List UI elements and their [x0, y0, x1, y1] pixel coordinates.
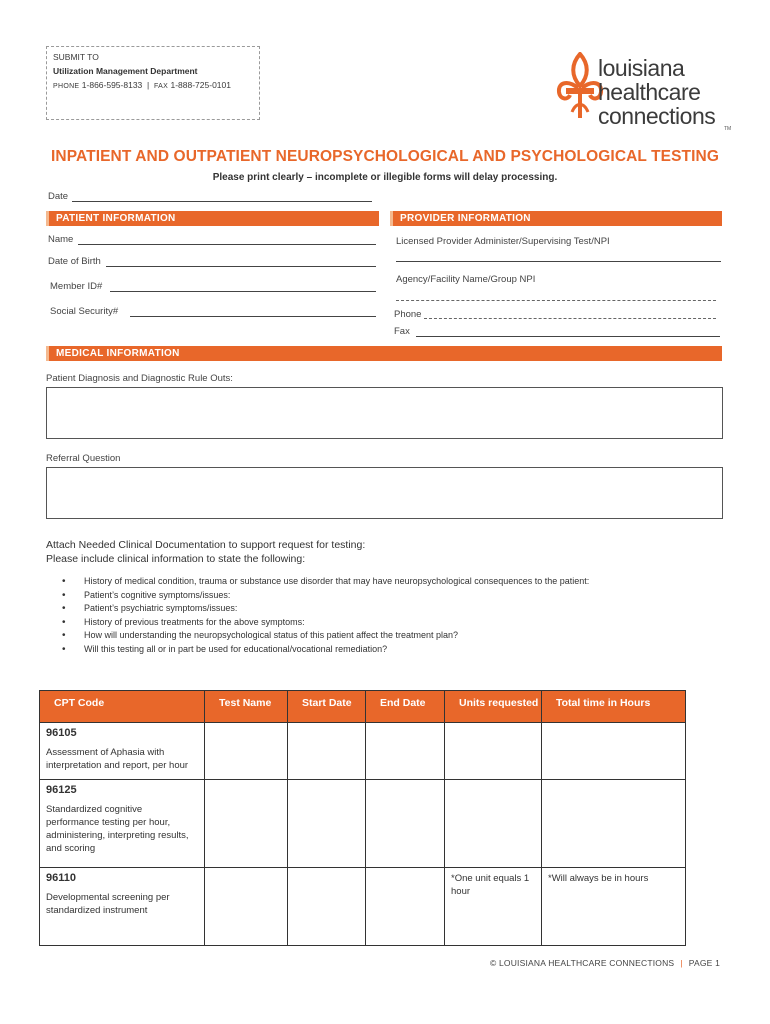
header-accent	[46, 346, 49, 361]
form-instructions: Please print clearly – incomplete or illegible forms will delay processing.	[212, 172, 558, 183]
test-name-cell[interactable]	[205, 780, 288, 868]
cpt-code-header: CPT Code	[40, 691, 205, 723]
patient-info-title: PATIENT INFORMATION	[56, 213, 176, 224]
dob-label: Date of Birth	[48, 256, 101, 267]
ssn-label: Social Security#	[50, 306, 119, 317]
ssn-field[interactable]	[130, 316, 376, 317]
provider-phone-label: Phone	[394, 309, 422, 320]
agency-label: Agency/Facility Name/Group NPI	[396, 274, 536, 285]
list-item: • Patient’s psychiatric symptoms/issues:	[62, 602, 589, 616]
table-row	[40, 723, 686, 780]
cpt-code-cell	[40, 780, 205, 868]
start-date-cell[interactable]	[288, 723, 366, 780]
footer-separator: |	[680, 958, 683, 968]
header-accent	[46, 211, 49, 226]
phone-label: PHONE	[53, 83, 80, 90]
dob-field[interactable]	[106, 266, 376, 267]
date-label: Date	[48, 191, 69, 202]
cpt-description: Assessment of Aphasia with interpretation and report, per hour	[46, 747, 189, 771]
licensed-provider-field[interactable]	[396, 261, 721, 262]
total-time-header: Total time in Hours	[542, 691, 686, 723]
end-date-cell[interactable]	[366, 780, 445, 868]
referral-question-textbox[interactable]	[46, 467, 723, 519]
fleur-de-lis-icon	[556, 52, 604, 122]
table-header-row	[40, 691, 686, 723]
table-row	[40, 868, 686, 946]
list-item: • How will understanding the neuropsychological status of this patient affect the treatment plan?	[62, 629, 589, 643]
company-logo	[556, 46, 736, 138]
cpt-code: 96110	[46, 872, 76, 884]
test-name-header: Test Name	[205, 691, 288, 723]
attach-line-1: Attach Needed Clinical Documentation to support request for testing:	[46, 539, 366, 551]
diagnosis-label: Patient Diagnosis and Diagnostic Rule Outs:	[46, 373, 233, 384]
patient-name-label: Name	[48, 234, 74, 245]
total-time-cell[interactable]: *Will always be in hours	[542, 868, 686, 946]
date-field[interactable]	[72, 201, 372, 202]
cpt-description: Developmental screening per standardized instrument	[46, 892, 170, 916]
table-row	[40, 780, 686, 868]
attach-line-2: Please include clinical information to state the following:	[46, 553, 306, 565]
units-cell[interactable]	[445, 723, 542, 780]
cpt-code-table	[39, 690, 686, 946]
trademark-mark: TM	[724, 126, 732, 132]
list-item: • History of previous treatments for the above symptoms:	[62, 616, 589, 630]
test-name-cell[interactable]	[205, 723, 288, 780]
patient-name-field[interactable]	[78, 244, 376, 245]
submit-to-label: SUBMIT TO	[53, 52, 99, 62]
page-number: PAGE 1	[688, 958, 720, 968]
agency-field[interactable]	[396, 300, 716, 301]
patient-info-header	[46, 211, 379, 226]
fax-label: FAX	[153, 83, 169, 90]
list-item: • History of medical condition, trauma or substance use disorder that may have neuropsychological consequences to the patient:	[62, 575, 589, 589]
start-date-header: Start Date	[288, 691, 366, 723]
provider-info-title: PROVIDER INFORMATION	[400, 213, 531, 224]
medical-info-header	[46, 346, 722, 361]
cpt-code-cell	[40, 723, 205, 780]
start-date-cell[interactable]	[288, 868, 366, 946]
total-time-cell[interactable]	[542, 723, 686, 780]
clinical-info-list	[62, 575, 589, 657]
logo-line-3: connections	[598, 103, 716, 129]
provider-fax-field[interactable]	[416, 336, 720, 337]
header-accent	[390, 211, 393, 226]
phone-number: 1-866-595-8133	[81, 80, 143, 90]
list-item: • Will this testing all or in part be used for educational/vocational remediation?	[62, 643, 589, 657]
logo-line-2: healthcare	[598, 79, 701, 105]
diagnosis-textbox[interactable]	[46, 387, 723, 439]
copyright: © LOUISIANA HEALTHCARE CONNECTIONS	[489, 958, 675, 968]
provider-phone-field[interactable]	[424, 318, 716, 319]
total-time-cell[interactable]	[542, 780, 686, 868]
member-id-label: Member ID#	[50, 281, 103, 292]
end-date-cell[interactable]	[366, 723, 445, 780]
member-id-field[interactable]	[110, 291, 376, 292]
test-name-cell[interactable]	[205, 868, 288, 946]
attach-instructions	[46, 538, 365, 566]
cpt-code-cell	[40, 868, 205, 946]
contact-separator: |	[147, 80, 150, 90]
list-item: • Patient’s cognitive symptoms/issues:	[62, 589, 589, 603]
referral-question-label: Referral Question	[46, 453, 121, 464]
licensed-provider-label: Licensed Provider Administer/Supervising Test/NPI	[396, 236, 610, 247]
cpt-code: 96125	[46, 784, 77, 796]
units-cell[interactable]	[445, 780, 542, 868]
start-date-cell[interactable]	[288, 780, 366, 868]
provider-fax-label: Fax	[394, 326, 410, 337]
submit-to-box	[46, 46, 260, 120]
end-date-header: End Date	[366, 691, 445, 723]
form-title: INPATIENT AND OUTPATIENT NEUROPSYCHOLOGICAL AND PSYCHOLOGICAL TESTING	[51, 148, 719, 165]
units-cell[interactable]: *One unit equals 1 hour	[445, 868, 542, 946]
end-date-cell[interactable]	[366, 868, 445, 946]
page-footer	[490, 958, 720, 968]
logo-line-1: louisiana	[598, 55, 685, 81]
cpt-code: 96105	[46, 727, 77, 739]
cpt-description: Standardized cognitive performance testing per hour, administering, interpreting results, and scoring	[46, 804, 189, 854]
department-name: Utilization Management Department	[53, 66, 198, 76]
medical-info-title: MEDICAL INFORMATION	[56, 348, 180, 359]
logo-text	[598, 56, 715, 128]
units-requested-header: Units requested	[445, 691, 542, 723]
contact-line	[53, 78, 253, 94]
provider-info-header	[390, 211, 722, 226]
fax-number: 1-888-725-0101	[170, 80, 231, 90]
